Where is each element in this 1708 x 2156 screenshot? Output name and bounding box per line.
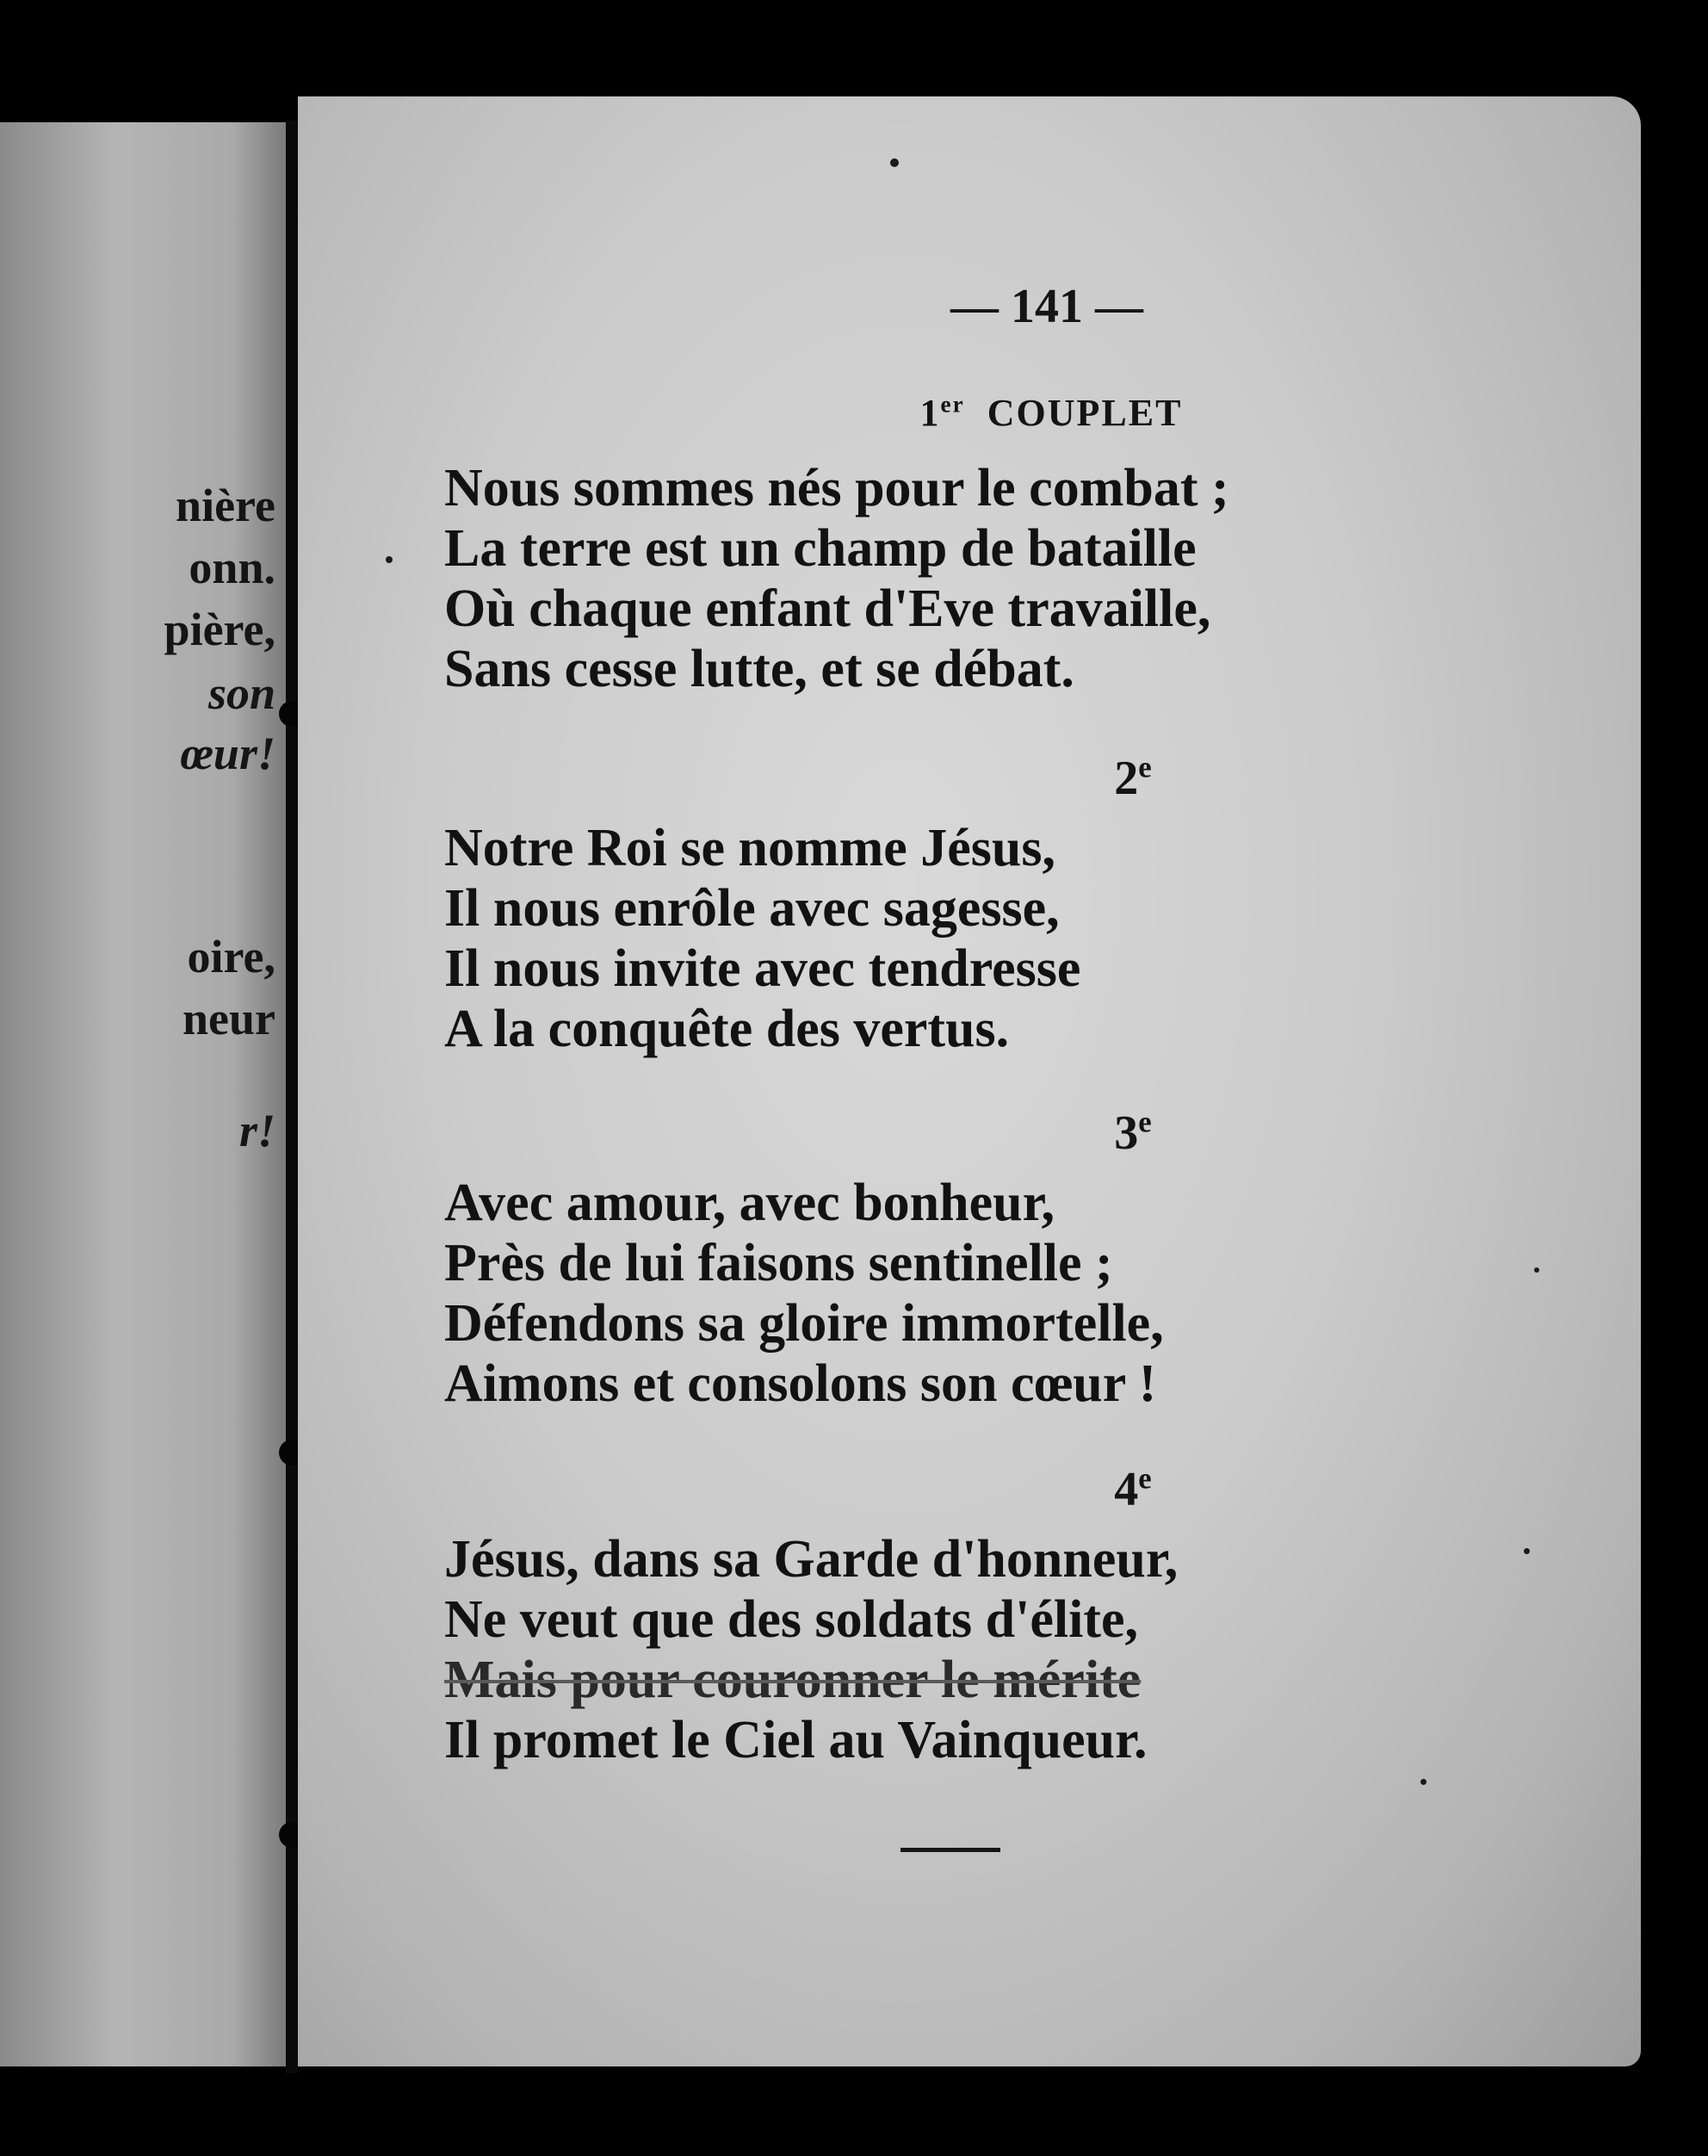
previous-page-line: oire,: [187, 931, 275, 982]
dust-speck: [386, 556, 393, 563]
heading-ordinal: 1: [919, 392, 941, 434]
dust-speck: [1534, 1267, 1539, 1273]
verse-line: Il nous invite avec tendresse: [444, 939, 1081, 998]
verse-line: Où chaque enfant d'Eve travaille,: [444, 579, 1211, 638]
stanza-number: [298, 751, 1641, 806]
stanza-3: [444, 1173, 1164, 1414]
previous-page-line: r!: [238, 1105, 275, 1156]
dust-speck: [1420, 1779, 1426, 1785]
verse-line: Défendons sa gloire immortelle,: [444, 1294, 1164, 1353]
stanza-number-digit: 3: [1114, 1106, 1139, 1160]
stanza-2: [444, 818, 1080, 1059]
stanza-number-digit: 4: [1114, 1463, 1139, 1516]
stanza-number-suffix: e: [1138, 750, 1152, 784]
verse-line: Il nous enrôle avec sagesse,: [444, 879, 1060, 938]
verse-line: Mais pour couronner le mérite: [444, 1651, 1142, 1709]
page-number: — 141 —: [950, 280, 1143, 333]
stanza-4: [444, 1529, 1178, 1770]
stanza-number-digit: 2: [1114, 752, 1139, 805]
book-spine-gutter: [286, 121, 298, 2073]
verse-line: A la conquête des vertus.: [444, 1000, 1010, 1058]
verse-line: Avec amour, avec bonheur,: [444, 1174, 1055, 1232]
previous-page-line: son: [207, 667, 275, 719]
previous-page-line: pière,: [164, 604, 275, 655]
verse-line: Il promet le Ciel au Vainqueur.: [444, 1711, 1148, 1769]
stanza-number: [298, 1462, 1641, 1517]
dust-speck: [1524, 1548, 1530, 1554]
current-page: [298, 96, 1641, 2066]
previous-page-line: nière: [176, 480, 275, 531]
verse-line: Jésus, dans sa Garde d'honneur,: [444, 1530, 1179, 1589]
stanza-1: [444, 458, 1229, 699]
end-rule: [900, 1848, 1000, 1852]
verse-line: Sans cesse lutte, et se débat.: [444, 640, 1074, 698]
verse-line: Ne veut que des soldats d'élite,: [444, 1590, 1138, 1649]
previous-page-line: œur!: [179, 728, 275, 779]
stanza-number: [298, 1106, 1641, 1161]
heading-ordinal-suffix: er: [940, 391, 965, 418]
verse-line: La terre est un champ de bataille: [444, 519, 1197, 578]
stanza-number-suffix: e: [1138, 1105, 1152, 1139]
section-heading: [298, 391, 1641, 435]
dust-speck: [890, 158, 899, 167]
verse-line: Notre Roi se nomme Jésus,: [444, 819, 1056, 877]
previous-page-line: neur: [183, 993, 275, 1044]
verse-line: Aimons et consolons son cœur !: [444, 1354, 1157, 1413]
previous-page-line: onn.: [189, 542, 275, 593]
verse-line: Près de lui faisons sentinelle ;: [444, 1234, 1113, 1292]
stanza-number-suffix: e: [1138, 1461, 1152, 1496]
heading-word: COUPLET: [987, 392, 1183, 434]
previous-page-fragment: [0, 122, 291, 2066]
verse-line: Nous sommes nés pour le combat ;: [444, 459, 1229, 517]
